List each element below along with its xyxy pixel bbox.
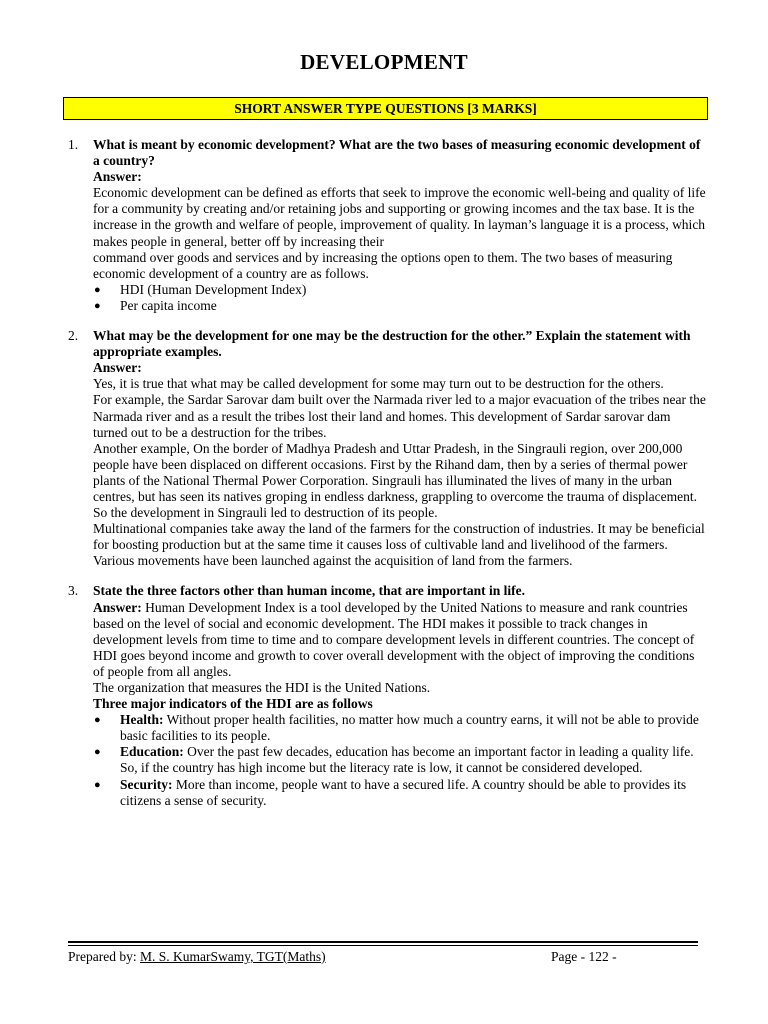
question-number: 3. (68, 583, 79, 599)
list-item: ● HDI (Human Development Index) (94, 281, 307, 297)
question-text: State the three factors other than human income, that are important in life. (93, 583, 525, 599)
answer-label: Answer: (93, 360, 142, 376)
question-text: What may be the development for one may be the destruction for the other.” Explain the statement with appropriate examples. (93, 328, 691, 360)
question-2 (68, 328, 708, 569)
answer-paragraph: Multinational companies take away the land of the farmers for the construction of industries. It may be beneficial for boosting production but at the same time it causes loss of cultivable land and livelihood of the farmers. Various movements have been launched against the acquisition of land from the farmers. (93, 521, 705, 569)
section-banner: SHORT ANSWER TYPE QUESTIONS [3 MARKS] (63, 97, 708, 120)
bullet-icon: ● (94, 299, 101, 312)
footer-credit: Prepared by: M. S. KumarSwamy, TGT(Maths) (68, 949, 326, 964)
question-number: 1. (68, 137, 79, 152)
author-name: M. S. KumarSwamy, TGT(Maths) (139, 949, 326, 964)
bullet-list (93, 712, 708, 809)
list-item: ● Security: More than income, people want to have a secured life. A country should be able to provides its citizens a sense of security. (94, 776, 687, 808)
list-item: ● Per capita income (94, 297, 217, 313)
question-number: 2. (68, 328, 79, 344)
question-1 (68, 137, 708, 314)
footer-divider (68, 941, 698, 943)
footer-divider (68, 945, 698, 946)
list-item: ● Education: Over the past few decades, education has become an important factor in leading a quality life. So, if the country has high income but the literacy rate is low, it cannot be considered developed. (94, 744, 694, 776)
bullet-list (93, 282, 708, 314)
answer-label: Answer: (93, 169, 142, 185)
document-body (68, 137, 708, 809)
answer-paragraph: The organization that measures the HDI is the United Nations. (93, 680, 431, 695)
answer-paragraph: Answer: Human Development Index is a tool developed by the United Nations to measure and rank countries based on the level of social and economic development. The HDI makes it possible to track changes in development levels from time to time and to compare development levels in different countries. The concept of HDI goes beyond income and growth to cover overall development with the object of improving the conditions of people from all angles. (93, 599, 695, 679)
indicators-heading: Three major indicators of the HDI are as follows (93, 696, 373, 712)
bullet-icon: ● (94, 778, 101, 791)
bullet-icon: ● (94, 714, 101, 727)
answer-paragraph: Yes, it is true that what may be called development for some may turn out to be destruction for the others. (93, 376, 664, 392)
answer-paragraph: command over goods and services and by increasing the options open to them. The two bases of measuring economic development of a country are as follows. (93, 249, 673, 281)
page-number: Page - 122 - (551, 949, 617, 964)
list-item: ● Health: Without proper health facilities, no matter how much a country earns, it will not be able to provide basic facilities to its people. (94, 712, 699, 744)
answer-paragraph: Another example, On the border of Madhya Pradesh and Uttar Pradesh, in the Singrauli region, over 200,000 people have been displaced on different occasions. First by the Rihand dam, then by a series of thermal power plants of the National Thermal Power Corporation. Singrauli has illuminated the lives of many in the urban centres, but has seen its natives groping in endless darkness, grappling to overcome the trauma of displacement. So the development in Singrauli led to destruction of its people. (93, 440, 697, 521)
answer-label: Answer: (93, 599, 142, 615)
answer-paragraph: For example, the Sardar Sarovar dam built over the Narmada river led to a major evacuation of the tribes near the Narmada river and as a result the tribes lost their land and homes. This development of Sardar sarovar dam turned out to be a destruction for the tribes. (93, 392, 706, 440)
question-3 (68, 583, 708, 808)
answer-paragraph: Economic development can be defined as efforts that seek to improve the economic well-being and quality of life for a community by creating and/or retaining jobs and supporting or growing incomes and the tax base. It is the increase in the growth and welfare of people, improvement of quality. In layman’s language it is a process, which makes people in general, better off by increasing their (93, 185, 706, 249)
page-title: DEVELOPMENT (300, 50, 468, 74)
bullet-icon: ● (94, 746, 101, 759)
question-text: What is meant by economic development? What are the two bases of measuring economic development of a country? (93, 137, 701, 169)
bullet-icon: ● (94, 283, 101, 296)
